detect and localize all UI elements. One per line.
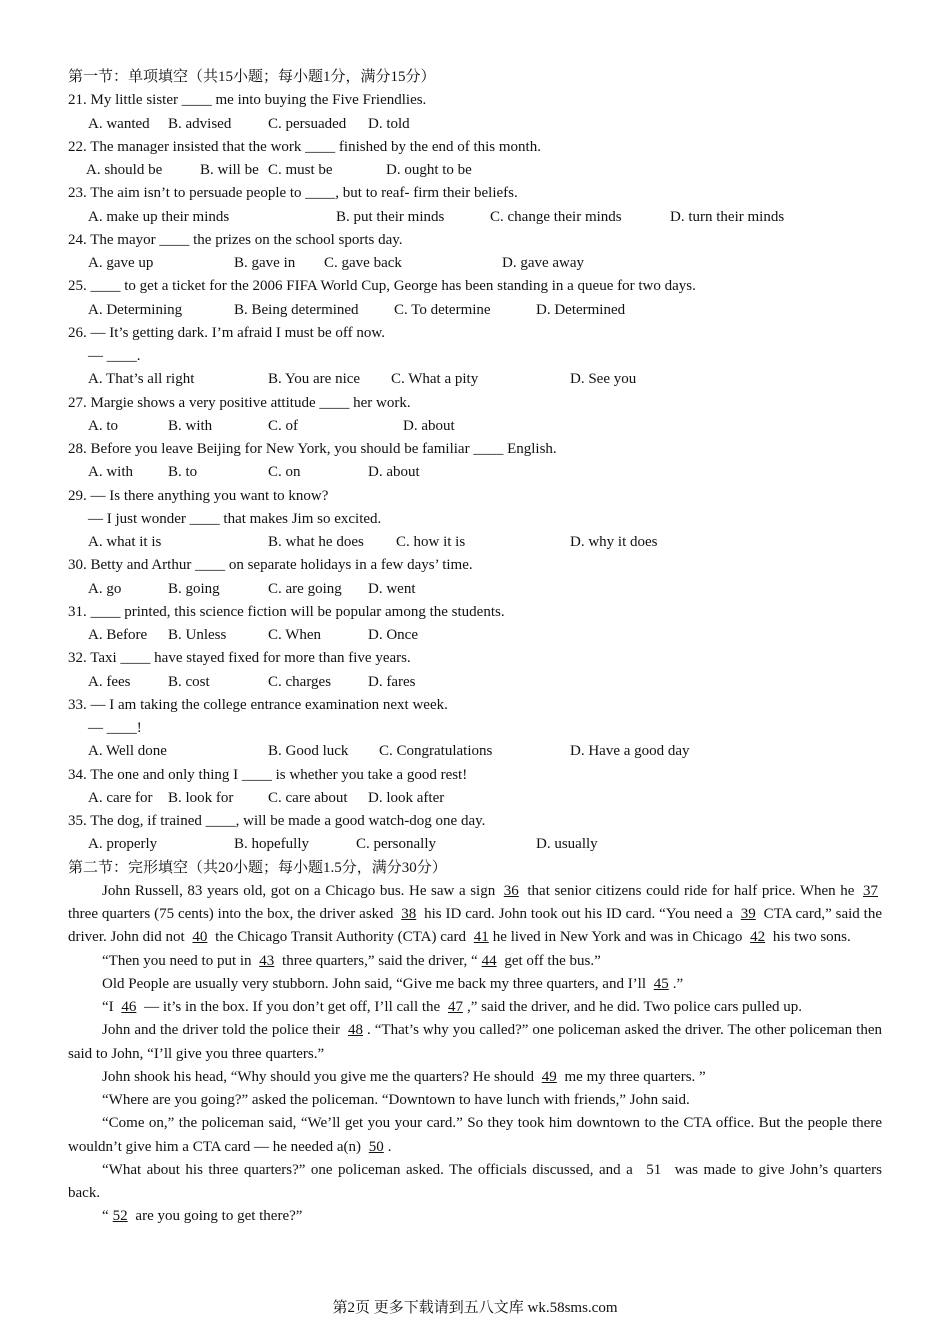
option-c: C. gave back	[324, 255, 402, 271]
option-b: B. going	[168, 580, 220, 597]
question-stem: 27. Margie shows a very positive attitude ____ her work.	[68, 394, 411, 411]
cloze-blank: 42	[750, 929, 766, 946]
question-stem: 32. Taxi ____ have stayed fixed for more than five years.	[68, 650, 411, 667]
cloze-blank: 39	[740, 906, 756, 922]
question-options	[68, 252, 882, 275]
passage-text: get off the bus.”	[500, 952, 601, 969]
passage-text: “What about his three quarters?” one policeman asked. The officials discussed, and a	[102, 1161, 639, 1178]
cloze-blank: 50	[368, 1138, 384, 1155]
option-c: C. of	[268, 417, 298, 434]
section2-title: 第二节：完形填空（共20小题；每小题1.5分，满分30分）	[68, 859, 447, 876]
option-c: C. are going	[268, 580, 342, 597]
passage-text: “I	[102, 999, 118, 1015]
passage-text: “Come on,” the policeman said, “We’ll get you your card.” So they took him downtown to the CTA office. But the people there wouldn’t give him a CTA card — he needed a(n)	[68, 1115, 882, 1155]
passage-text: the Chicago Transit Authority (CTA) card	[211, 929, 470, 946]
question-options	[68, 368, 882, 391]
question-stem: 28. Before you leave Beijing for New York, you should be familiar ____ English.	[68, 441, 557, 457]
passage-text: three quarters (75 cents) into the box, the driver asked	[68, 906, 398, 922]
cloze-blank: 40	[192, 929, 208, 946]
cloze-blank: 48	[348, 1022, 363, 1039]
option-c: C. To determine	[394, 301, 491, 318]
option-d: D. about	[368, 464, 420, 481]
option-b: B. look for	[168, 789, 234, 806]
cloze-blank: 51	[646, 1161, 662, 1178]
option-d: D. about	[403, 417, 455, 434]
question-reply: — ____.	[88, 348, 141, 364]
option-b: B. gave in	[234, 255, 296, 271]
question-stem: 21. My little sister ____ me into buying the Five Friendlies.	[68, 92, 427, 109]
cloze-blank: 38	[401, 906, 417, 922]
option-c: C. change their minds	[490, 208, 622, 225]
cloze-blank: 43	[259, 952, 275, 969]
passage-paragraph	[68, 1089, 882, 1112]
passage-text: John shook his head, “Why should you give me the quarters? He should	[102, 1068, 538, 1085]
cloze-blank: 47	[447, 999, 463, 1015]
option-d: D. why it does	[570, 534, 658, 550]
option-a: A. Determining	[88, 301, 183, 318]
question-options	[68, 671, 882, 694]
passage-paragraph	[68, 1205, 882, 1228]
passage-text: “Then you need to put in	[102, 952, 256, 969]
option-c: C. must be	[268, 162, 333, 178]
passage-text: was made to give John’s quarters back.	[68, 1161, 882, 1201]
option-d: D. turn their minds	[670, 208, 785, 225]
passage-paragraph	[68, 1019, 882, 1066]
question-stem: 24. The mayor ____ the prizes on the school sports day.	[68, 231, 403, 248]
question-options	[68, 531, 882, 554]
passage-paragraph	[68, 973, 882, 996]
cloze-blank: 44	[481, 952, 497, 969]
question-options	[68, 624, 882, 647]
option-d: D. See you	[570, 371, 637, 388]
option-d: D. look after	[368, 789, 445, 806]
option-c: C. persuaded	[268, 115, 347, 132]
passage-paragraph	[68, 1066, 882, 1089]
option-a: A. fees	[88, 673, 131, 690]
option-b: B. Being determined	[234, 301, 359, 318]
section1-questions	[68, 89, 882, 856]
option-c: C. When	[268, 627, 322, 643]
exam-page	[68, 66, 882, 1229]
passage-text: are you going to get there?”	[131, 1208, 303, 1225]
option-b: B. You are nice	[268, 371, 361, 388]
option-d: D. Determined	[536, 301, 626, 318]
question-options	[68, 740, 882, 763]
option-a: A. make up their minds	[88, 208, 230, 225]
passage-text: .	[387, 1138, 392, 1155]
question-stem: 31. ____ printed, this science fiction will be popular among the students.	[68, 603, 505, 620]
section2-passage	[68, 880, 882, 1229]
question-stem: 34. The one and only thing I ____ is whether you take a good rest!	[68, 766, 468, 783]
question-stem: 29. — Is there anything you want to know?	[68, 487, 329, 504]
passage-text: that senior citizens could ride for half price. When he	[522, 882, 859, 899]
passage-paragraph	[68, 1112, 882, 1159]
question-options	[68, 299, 882, 322]
passage-text: his two sons.	[769, 929, 851, 946]
option-d: D. ought to be	[386, 162, 472, 178]
passage-text: “	[102, 1208, 109, 1225]
passage-text: ,” said the driver, and he did. Two police cars pulled up.	[466, 999, 803, 1015]
passage-text: he lived in New York and was in Chicago	[492, 929, 747, 946]
cloze-blank: 49	[541, 1068, 557, 1085]
question-stem: 23. The aim isn’t to persuade people to ____, but to reaf- firm their beliefs.	[68, 185, 518, 202]
passage-text: three quarters,” said the driver, “	[278, 952, 478, 969]
option-a: A. wanted	[88, 115, 150, 132]
option-d: D. Have a good day	[570, 743, 690, 760]
option-b: B. what he does	[268, 534, 364, 550]
question-options	[68, 833, 882, 856]
cloze-blank: 52	[112, 1208, 128, 1225]
option-c: C. What a pity	[391, 371, 479, 388]
option-b: B. will be	[200, 162, 259, 178]
option-a: A. gave up	[88, 255, 154, 271]
option-d: D. fares	[368, 673, 416, 690]
question-stem: 25. ____ to get a ticket for the 2006 FIFA World Cup, George has been standing in a queue for two days.	[68, 278, 696, 295]
passage-text: . “That’s why you called?” one policeman asked the driver. The other policeman then said to John, “I’ll give you three quarters.”	[68, 1022, 882, 1062]
question-options	[68, 415, 882, 438]
option-d: D. told	[368, 115, 410, 132]
passage-text: me my three quarters. ”	[560, 1068, 706, 1085]
passage-text: CTA card,” said the driver. John did not	[68, 906, 882, 946]
option-b: B. advised	[168, 115, 232, 132]
option-c: C. Congratulations	[379, 743, 493, 760]
passage-text: — it’s in the box. If you don’t get off, I’ll call the	[140, 999, 444, 1015]
section1-title: 第一节：单项填空（共15小题；每小题1分，满分15分）	[68, 69, 436, 85]
option-c: C. on	[268, 464, 301, 481]
option-b: B. Unless	[168, 627, 227, 643]
question-stem: 35. The dog, if trained ____, will be made a good watch-dog one day.	[68, 813, 486, 829]
page-footer: 第2页 更多下载请到五八文库 wk.58sms.com	[332, 1300, 618, 1316]
passage-paragraph	[68, 950, 882, 973]
question-options	[68, 787, 882, 810]
option-b: B. with	[168, 417, 213, 434]
option-a: A. That’s all right	[88, 371, 195, 388]
option-d: D. gave away	[502, 255, 585, 271]
option-a: A. what it is	[88, 534, 162, 550]
option-c: C. personally	[356, 836, 436, 853]
option-d: D. Once	[368, 627, 418, 643]
option-b: B. put their minds	[336, 208, 445, 225]
option-a: A. Well done	[88, 743, 167, 760]
passage-text: his ID card. John took out his ID card. “You need a	[420, 906, 737, 922]
question-stem: 26. — It’s getting dark. I’m afraid I must be off now.	[68, 324, 386, 341]
cloze-blank: 37	[863, 882, 878, 899]
question-reply: — ____!	[88, 720, 142, 736]
question-options	[68, 206, 882, 229]
option-c: C. care about	[268, 789, 348, 806]
option-b: B. to	[168, 464, 198, 481]
passage-text: John Russell, 83 years old, got on a Chicago bus. He saw a sign	[102, 882, 500, 899]
cloze-blank: 45	[653, 975, 669, 992]
question-stem: 30. Betty and Arthur ____ on separate holidays in a few days’ time.	[68, 557, 473, 574]
option-b: B. hopefully	[234, 836, 309, 853]
cloze-blank: 36	[503, 882, 519, 899]
option-a: A. with	[88, 464, 133, 481]
option-b: B. cost	[168, 673, 210, 690]
cloze-blank: 46	[121, 999, 137, 1015]
option-a: A. Before	[88, 627, 148, 643]
passage-text: Old People are usually very stubborn. John said, “Give me back my three quarters, and I’ll	[102, 975, 650, 992]
question-options	[68, 113, 882, 136]
question-options	[68, 159, 882, 182]
option-c: C. how it is	[396, 534, 466, 550]
option-a: A. should be	[86, 162, 163, 178]
passage-paragraph	[68, 1159, 882, 1206]
option-a: A. care for	[88, 789, 153, 806]
question-reply: — I just wonder ____ that makes Jim so excited.	[88, 510, 382, 527]
option-a: A. go	[88, 580, 122, 597]
option-b: B. Good luck	[268, 743, 349, 760]
passage-text: “Where are you going?” asked the policeman. “Downtown to have lunch with friends,” John said.	[102, 1092, 690, 1108]
passage-text: .”	[672, 975, 684, 992]
question-stem: 22. The manager insisted that the work ____ finished by the end of this month.	[68, 138, 541, 155]
question-stem: 33. — I am taking the college entrance examination next week.	[68, 696, 448, 713]
option-a: A. to	[88, 417, 118, 434]
option-c: C. charges	[268, 673, 332, 690]
question-options	[68, 578, 882, 601]
question-options	[68, 461, 882, 484]
option-d: D. went	[368, 580, 416, 597]
passage-paragraph	[68, 880, 882, 950]
cloze-blank: 41	[473, 929, 489, 946]
passage-text: John and the driver told the police their	[102, 1022, 344, 1039]
passage-paragraph	[68, 996, 882, 1019]
option-d: D. usually	[536, 836, 598, 853]
option-a: A. properly	[88, 836, 158, 853]
